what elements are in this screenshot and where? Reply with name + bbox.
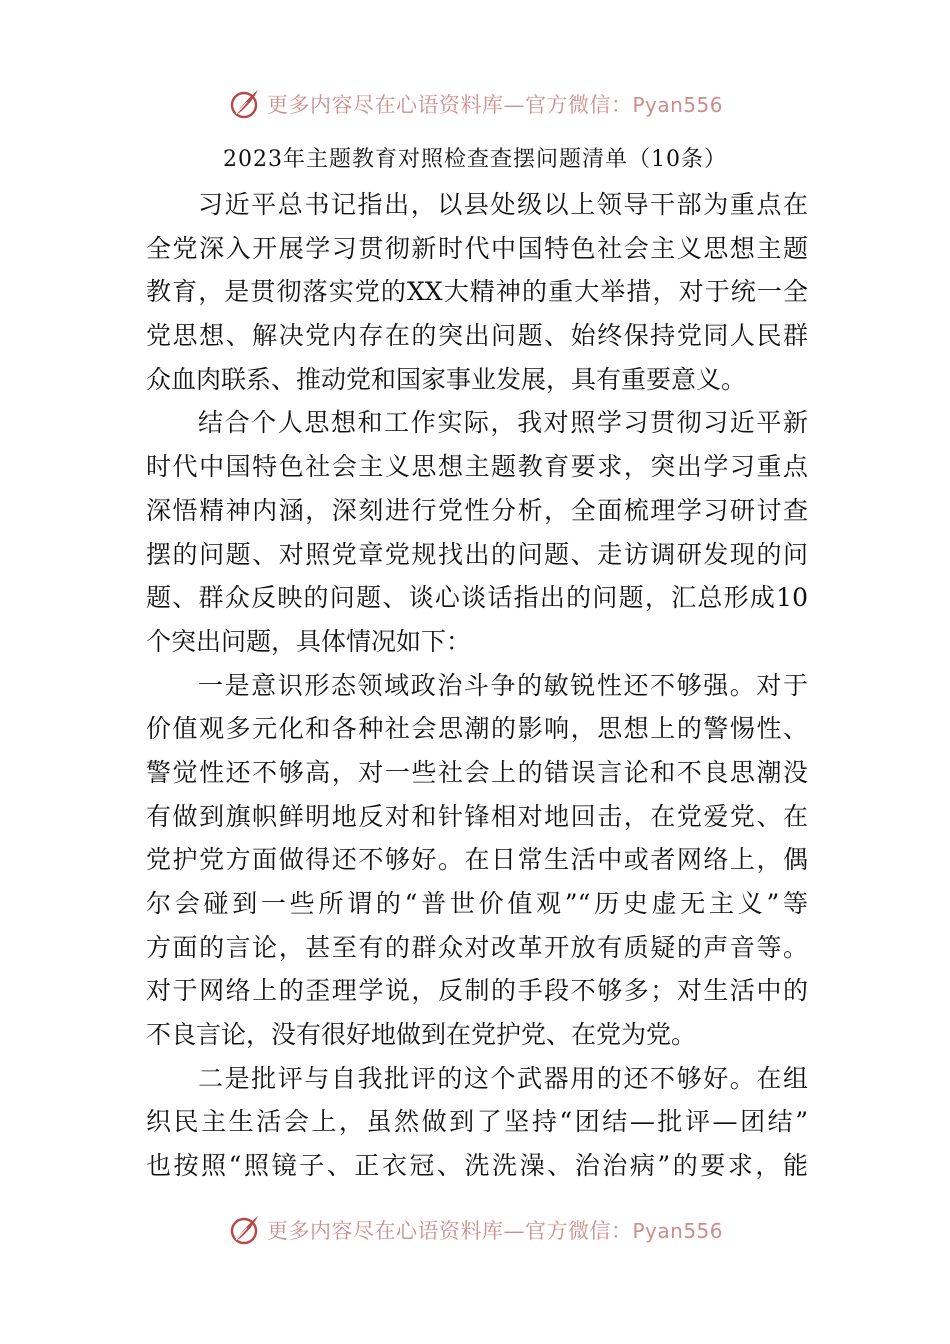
text-line: 党思想、解决党内存在的突出问题、始终保持党同人民群: [146, 321, 808, 351]
text-line: 个突出问题，具体情况如下：: [146, 626, 472, 656]
text-line: 党护党方面做得还不够好。在日常生活中或者网络上，偶: [146, 845, 808, 875]
text-line: 教育，是贯彻落实党的XX大精神的重大举措，对于统一全: [146, 277, 808, 307]
text-line: 摆的问题、对照党章党规找出的问题、走访调研发现的问: [146, 539, 808, 569]
text-line: 题、群众反映的问题、谈心谈话指出的问题，汇总形成10: [146, 583, 808, 613]
text-line: 不良言论，没有很好地做到在党护党、在党为党。: [146, 1020, 697, 1050]
text-line: 织民主生活会上，虽然做到了坚持“团结—批评—团结”: [146, 1107, 808, 1137]
text-line: 警觉性还不够高，对一些社会上的错误言论和不良思潮没: [146, 757, 808, 787]
text-line: 对于网络上的歪理学说，反制的手段不够多；对生活中的: [146, 976, 808, 1006]
text-line: 结合个人思想和工作实际，我对照学习贯彻习近平新: [198, 408, 808, 438]
document-title: 2023年主题教育对照检查查摆问题清单（10条）: [223, 147, 727, 172]
paragraph-intro: [146, 183, 808, 401]
text-line: 尔会碰到一些所谓的“普世价值观”“历史虚无主义”等: [146, 889, 808, 918]
document-body: [146, 183, 808, 1188]
text-line: 二是批评与自我批评的这个武器用的还不够好。在组: [198, 1063, 808, 1093]
paragraph-overview: [146, 401, 808, 663]
text-line: 有做到旗帜鲜明地反对和针锋相对地回击，在党爱党、在: [146, 801, 808, 831]
text-line: 方面的言论，甚至有的群众对改革开放有质疑的声音等。: [146, 932, 808, 962]
watermark-text: 更多内容尽在心语资料库—官方微信：Pyan556: [266, 93, 723, 117]
text-line: 习近平总书记指出，以县处级以上领导干部为重点在: [198, 190, 808, 219]
footer-watermark-banner: [0, 1210, 950, 1250]
quill-pen-logo-icon: [227, 87, 261, 121]
header-watermark-banner: [0, 84, 950, 124]
quill-pen-logo-icon: [227, 1213, 261, 1247]
text-line: 也按照“照镜子、正衣冠、洗洗澡、治治病”的要求，能: [146, 1151, 808, 1181]
text-line: 一是意识形态领域政治斗争的敏锐性还不够强。对于: [198, 670, 808, 700]
watermark-text: 更多内容尽在心语资料库—官方微信：Pyan556: [266, 1219, 723, 1243]
text-line: 价值观多元化和各种社会思潮的影响，思想上的警惕性、: [146, 714, 808, 744]
paragraph-issue-two: [146, 1057, 808, 1188]
text-line: 时代中国特色社会主义思想主题教育要求，突出学习重点: [146, 452, 808, 482]
wechat-handle: Pyan556: [632, 93, 723, 117]
text-line: 众血肉联系、推动党和国家事业发展，具有重要意义。: [146, 364, 747, 394]
text-line: 深悟精神内涵，深刻进行党性分析，全面梳理学习研讨查: [146, 495, 808, 525]
text-line: 全党深入开展学习贯彻新时代中国特色社会主义思想主题: [146, 233, 808, 263]
wechat-handle: Pyan556: [632, 1219, 723, 1243]
paragraph-issue-one: [146, 664, 808, 1057]
